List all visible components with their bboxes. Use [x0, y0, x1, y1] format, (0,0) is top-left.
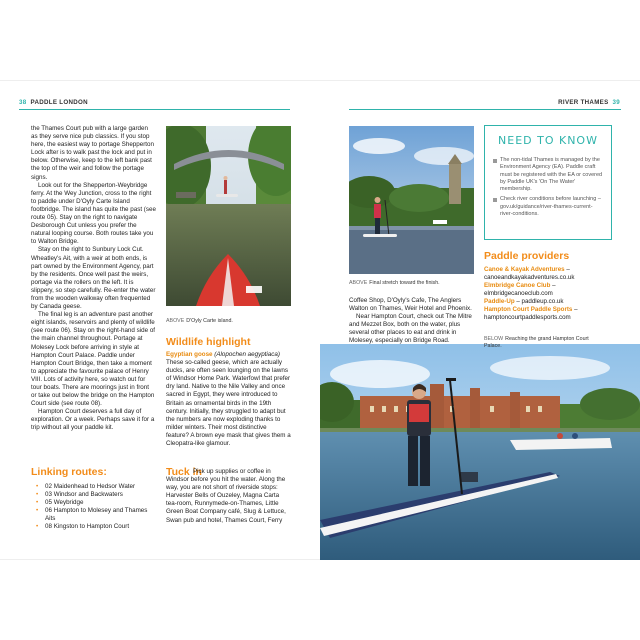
- wildlife-body: These so-called geese, which are actually ducks, are often seen lounging on the lawns of Windsor Home Park. Waterfowl that prefer dry land. Native to the Nile Valley and once sacred in Egypt, they were introduced to Britain as ornamental birds in the 19th century. Initially, they struggled to adapt but the numbers are now exploding thanks to milder winters. Their most distinctive feature? A brown eye mask that gives them a Cleopatra-like glamour.: [166, 359, 291, 448]
- tuck-in-text: Pick up supplies or coffee in Windsor before you hit the water. Along the way, you are not short of riverside stops: Harvester Bells of Ouzeley, Magna Carta tea-room, Runnymede-on-Thames, Little Green Boat Company café, Slug & Lettuce, Swan pub and hotel, Thames Court, Ferry: [166, 468, 286, 524]
- left-header-title: PADDLE LONDON: [30, 99, 88, 106]
- caption-label: ABOVE: [349, 280, 368, 286]
- caption-text: D'Oyly Carte island.: [186, 318, 233, 324]
- photo-final-stretch: [349, 126, 474, 274]
- providers-list: [484, 266, 612, 322]
- provider-item: [484, 298, 612, 306]
- provider-sep: –: [572, 306, 578, 313]
- linking-routes-list: [31, 483, 156, 532]
- route-item: • 05 Weybridge: [31, 499, 156, 507]
- caption-label: BELOW: [484, 336, 504, 342]
- provider-sep: –: [514, 298, 522, 305]
- provider-sep: –: [550, 282, 556, 289]
- right-page-number: 39: [612, 99, 620, 106]
- photo1-caption: [166, 318, 233, 324]
- caption-label: ABOVE: [166, 318, 185, 324]
- provider-sep: –: [564, 266, 570, 273]
- linking-routes-heading: Linking routes:: [31, 466, 107, 478]
- wildlife-species-name: Egyptian goose: [166, 351, 213, 358]
- need-to-know-item: Check river conditions before launching – gov.uk/guidance/river-thames-current-river-conditions.: [493, 196, 605, 218]
- route-item: • 06 Hampton to Molesey and Thames Aits: [31, 507, 156, 523]
- provider-item: [484, 266, 612, 282]
- right-header-title: RIVER THAMES: [558, 99, 609, 106]
- main-body-column: [31, 125, 156, 433]
- route-item: • 03 Windsor and Backwaters: [31, 491, 156, 499]
- provider-name: Paddle-Up: [484, 298, 515, 305]
- providers-heading: Paddle providers: [484, 250, 570, 262]
- route-item: • 02 Maidenhead to Hedsor Water: [31, 483, 156, 491]
- photo3-caption: [484, 336, 604, 350]
- left-header-rule: [19, 109, 290, 110]
- right-running-header: [558, 99, 620, 106]
- body-paragraph: the Thames Court pub with a large garden as they serve nice pub classics. If you stop here, the easiest way to portage Shepperton Lock after is to walk past the lock and put in below. Otherwise, keep to the left bank past the top of the weir and follow the portage signs.: [31, 125, 154, 181]
- provider-item: [484, 306, 612, 322]
- need-to-know-list: [493, 157, 605, 221]
- need-to-know-title: NEED TO KNOW: [498, 134, 598, 147]
- body-paragraph: Near Hampton Court, check out The Mitre and Mezzet Box, both on the water, plus several other places to eat and drink in Molesey, especially on Bridge Road.: [349, 313, 472, 345]
- provider-url[interactable]: elmbridgecanoeclub.com: [484, 290, 553, 297]
- caption-text: Reaching the grand Hampton Court Palace.: [484, 336, 589, 349]
- wildlife-latin-name: (Alopochen aegyptiaca): [214, 351, 280, 358]
- left-running-header: [19, 99, 88, 106]
- photo2-caption: [349, 280, 440, 286]
- need-to-know-item: The non-tidal Thames is managed by the Environment Agency (EA). Paddle craft must be registered with the EA or covered by Paddle UK's 'On The Water' membership.: [493, 157, 605, 193]
- provider-name: Canoe & Kayak Adventures: [484, 266, 565, 273]
- wildlife-text: [166, 351, 291, 448]
- provider-name: Elmbridge Canoe Club: [484, 282, 551, 289]
- body-paragraph: Stay on the right to Sunbury Lock Cut. Wheatley's Ait, with a weir at both ends, is part owned by the Environment Agency, part by the residents. Once well past the weirs, portage via the rollers on the left. It is slippery, so step carefully. Re-enter the water from the wooden walkway often frequented by Canada geese.: [31, 246, 156, 311]
- body-paragraph: Look out for the Shepperton-Weybridge ferry. At the Wey Junction, cross to the right to paddle under D'Oyly Carte Island footbridge. The island has quite the past (see route 05). Stay on the right to navigate Desborough Cut unless you prefer the natural looping course. Both routes take you to Walton Bridge.: [31, 181, 156, 246]
- body-paragraph: Hampton Court deserves a full day of exploration. Or a week. Perhaps save it for a trip without all your paddle kit.: [31, 408, 155, 432]
- route-item: • 08 Kingston to Hampton Court: [31, 523, 156, 531]
- tuck-in-continued: [349, 297, 477, 346]
- provider-url[interactable]: canoeandkayakadventures.co.uk: [484, 274, 575, 281]
- body-paragraph: Coffee Shop, D'Oyly's Cafe, The Anglers Walton on Thames, Weir Hotel and Phoenix.: [349, 297, 472, 313]
- tuck-in-heading: Tuck in: [166, 466, 202, 478]
- body-paragraph: The final leg is an adventure past another eight islands, reservoirs and plenty of wildlife (see route 06). Stay on the right-hand side of the main channel throughout. Portage at Molesey Lock before arriving in style at Hampton Court Palace. Paddle under Hampton Court Bridge, then take a moment to appreciate the favourite palace of Henry VIII. Lots of activity here, so watch out for tour boats. There are moorings just in front or take out below the bridge on the Hampton Court side (see route 08).: [31, 311, 156, 408]
- need-to-know-box: [484, 125, 612, 240]
- caption-text: Final stretch toward the finish.: [369, 280, 440, 286]
- provider-name: Hampton Court Paddle Sports: [484, 306, 573, 313]
- photo-hampton-court-palace: [320, 344, 640, 560]
- photo-doyly-carte-island: [166, 126, 291, 306]
- provider-item: [484, 282, 612, 298]
- provider-url[interactable]: hamptoncourtpaddlesports.com: [484, 314, 571, 321]
- right-header-rule: [349, 109, 621, 110]
- wildlife-heading: Wildlife highlight: [166, 336, 251, 348]
- left-page-number: 38: [19, 99, 27, 106]
- provider-url[interactable]: paddleup.co.uk: [521, 298, 564, 305]
